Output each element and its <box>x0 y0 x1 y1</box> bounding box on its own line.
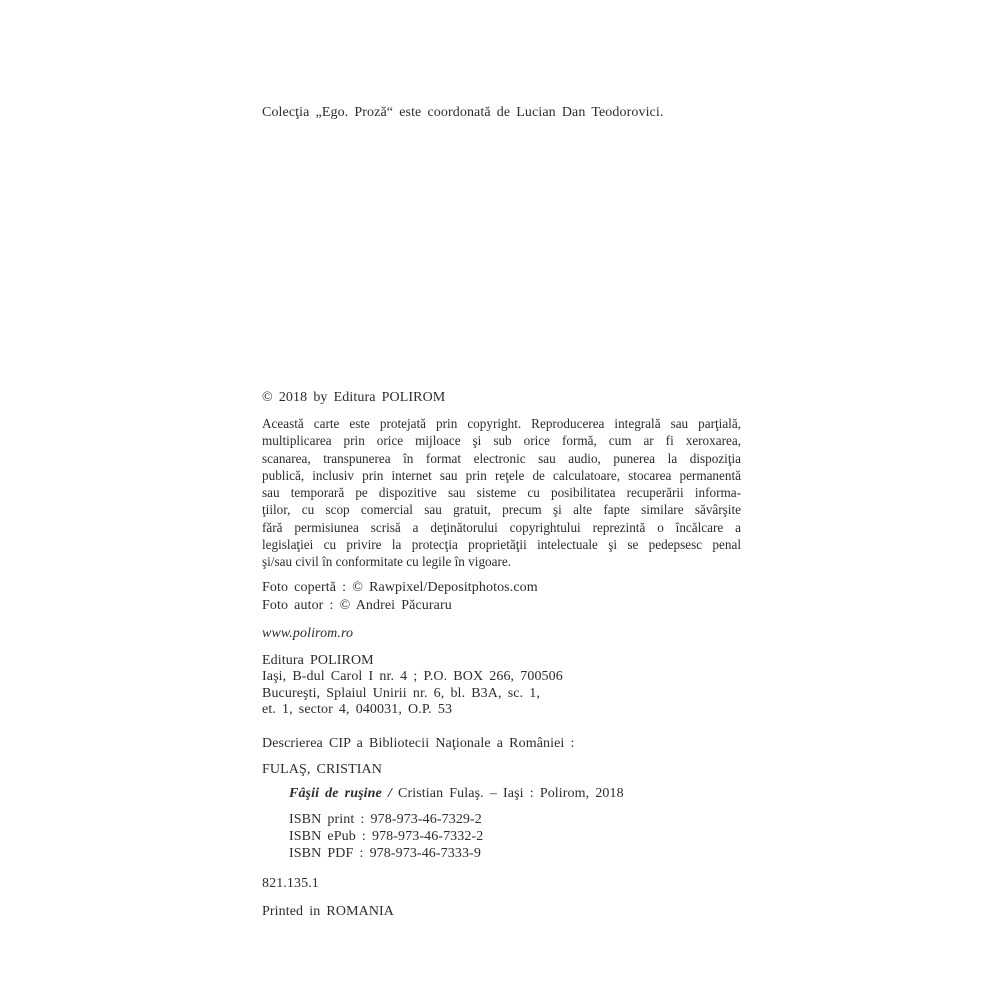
isbn-print: ISBN print : 978-973-46-7329-2 <box>289 812 482 828</box>
isbn-block <box>262 811 741 862</box>
legal-notice-paragraph <box>262 415 741 571</box>
colophon-content <box>262 104 741 920</box>
photo-credits <box>262 579 741 615</box>
cover-photo-credit: Foto copertă : © Rawpixel/Depositphotos.com <box>262 579 538 595</box>
legal-line: publică, inclusiv prin internet sau prin reţele de calculatoare, stocarea permanentă <box>262 467 741 483</box>
legal-line: Această carte este protejată prin copyright. Reproducerea integrală sau parţială, <box>262 416 741 431</box>
cip-author: FULAŞ, CRISTIAN <box>262 762 382 778</box>
author-photo-credit: Foto autor : © Andrei Păcuraru <box>262 597 452 613</box>
collection-note: Colecţia „Ego. Proză“ este coordonată de Lucian Dan Teodorovici. <box>262 105 664 120</box>
publisher-name: Editura POLIROM <box>262 652 374 668</box>
book-title: Fâşii de ruşine / <box>289 786 399 802</box>
isbn-epub: ISBN ePub : 978-973-46-7332-2 <box>289 829 484 845</box>
copyright-notice: © 2018 by Editura POLIROM <box>262 390 446 405</box>
udc-classification: 821.135.1 <box>262 876 319 892</box>
legal-line: legislaţiei cu privire la protecţia proprietăţii intelectuale şi se pedepsesc penal <box>262 537 741 553</box>
legal-line: scanarea, transpunerea în format electronic sau audio, punerea la dispoziţia <box>262 450 741 466</box>
publisher-address-line: Iaşi, B-dul Carol I nr. 4 ; P.O. BOX 266, 700506 <box>262 669 563 685</box>
legal-line: multiplicarea prin orice mijloace şi sub orice formă, cum ar fi xeroxarea, <box>262 433 741 449</box>
isbn-pdf: ISBN PDF : 978-973-46-7333-9 <box>289 846 481 862</box>
legal-line: sau temporară pe dispozitive sau sisteme cu posibilitatea recuperării informa- <box>262 485 741 501</box>
legal-line: fără permisiunea scrisă a deţinătorului copyrightului reprezintă o încălcare a <box>262 519 741 535</box>
publisher-address-line: et. 1, sector 4, 040031, O.P. 53 <box>262 702 453 718</box>
publisher-website: www.polirom.ro <box>262 625 354 641</box>
printed-in-notice: Printed in ROMANIA <box>262 904 395 920</box>
cip-title-line <box>262 785 741 802</box>
cip-title-rest: Cristian Fulaş. – Iaşi : Polirom, 2018 <box>398 786 624 802</box>
legal-line: şi/sau civil în conformitate cu legile în vigoare. <box>262 554 512 570</box>
publisher-address-block <box>262 653 741 719</box>
legal-line: ţiilor, cu scop comercial sau gratuit, precum şi alte fapte similare săvârşite <box>262 502 741 518</box>
cip-heading: Descrierea CIP a Bibliotecii Naţionale a României : <box>262 736 575 752</box>
publisher-address-line: Bucureşti, Splaiul Unirii nr. 6, bl. B3A, sc. 1, <box>262 685 540 701</box>
